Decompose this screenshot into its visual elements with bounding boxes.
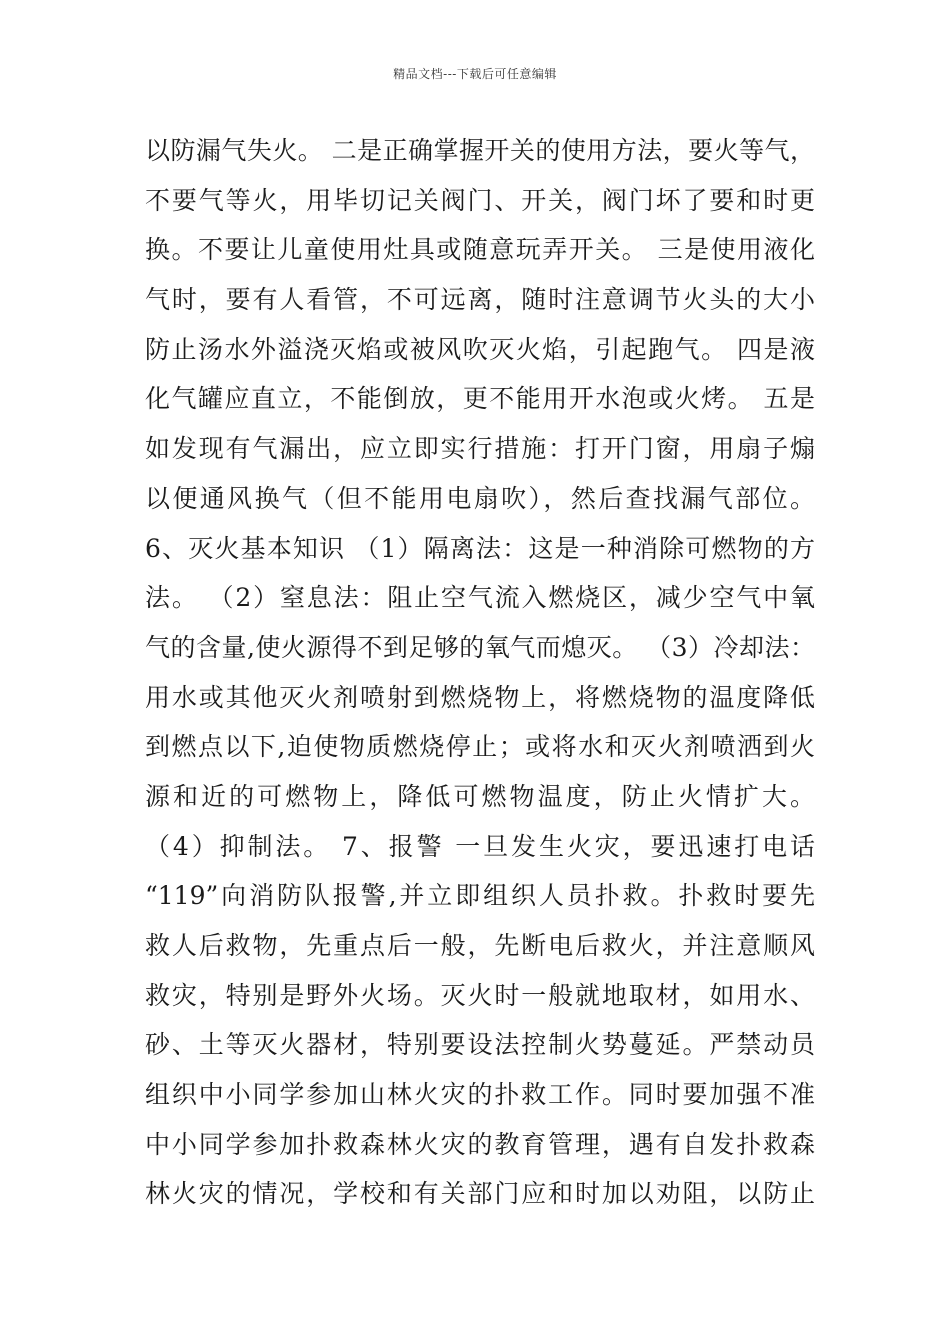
text-line: 气的含量,使火源得不到足够的氧气而熄灭。 （3）冷却法：: [145, 632, 815, 662]
text-line: 法。 （2）窒息法：阻止空气流入燃烧区，减少空气中氧: [145, 583, 815, 613]
text-line: 以防漏气失火。 二是正确掌握开关的使用方法，要火等气，: [145, 136, 815, 165]
text-line: 换。不要让儿童使用灶具或随意玩弄开关。 三是使用液化: [145, 235, 815, 265]
text-line: 林火灾的情况，学校和有关部门应和时加以劝阻，以防止: [145, 1179, 815, 1209]
text-line: 救灾，特别是野外火场。灭火时一般就地取材，如用水、: [145, 980, 815, 1010]
text-line: 到燃点以下,迫使物质燃烧停止；或将水和灭火剂喷洒到火: [145, 732, 815, 762]
text-line: 6、灭火基本知识 （1）隔离法：这是一种消除可燃物的方: [145, 533, 815, 563]
text-line: “119”向消防队报警,并立即组织人员扑救。扑救时要先: [145, 881, 815, 911]
text-line: 组织中小同学参加山林火灾的扑救工作。同时要加强不准: [145, 1080, 815, 1110]
text-line: 不要气等火，用毕切记关阀门、开关，阀门坏了要和时更: [145, 185, 815, 215]
text-line: 防止汤水外溢浇灭焰或被风吹灭火焰，引起跑气。 四是液: [145, 334, 815, 364]
text-line: （4）抑制法。 7、报警 一旦发生火灾，要迅速打电话: [145, 831, 815, 861]
text-line: 以便通风换气（但不能用电扇吹），然后查找漏气部位。: [145, 483, 815, 513]
text-line: 救人后救物，先重点后一般，先断电后救火，并注意顺风: [145, 931, 815, 960]
text-line: 用水或其他灭火剂喷射到燃烧物上，将燃烧物的温度降低: [145, 682, 815, 712]
text-line: 气时，要有人看管，不可远离，随时注意调节火头的大小: [145, 285, 815, 315]
page-header: 精品文档---下载后可任意编辑: [393, 67, 557, 81]
text-line: 化气罐应直立，不能倒放，更不能用开水泡或火烤。 五是: [145, 384, 815, 414]
text-line: 如发现有气漏出，应立即实行措施：打开门窗，用扇子煽: [145, 434, 815, 464]
document-body: [145, 126, 815, 1219]
text-line: 砂、土等灭火器材，特别要设法控制火势蔓延。严禁动员: [145, 1030, 815, 1060]
text-line: 中小同学参加扑救森林火灾的教育管理，遇有自发扑救森: [145, 1129, 815, 1159]
text-line: 源和近的可燃物上，降低可燃物温度，防止火情扩大。: [145, 781, 815, 811]
